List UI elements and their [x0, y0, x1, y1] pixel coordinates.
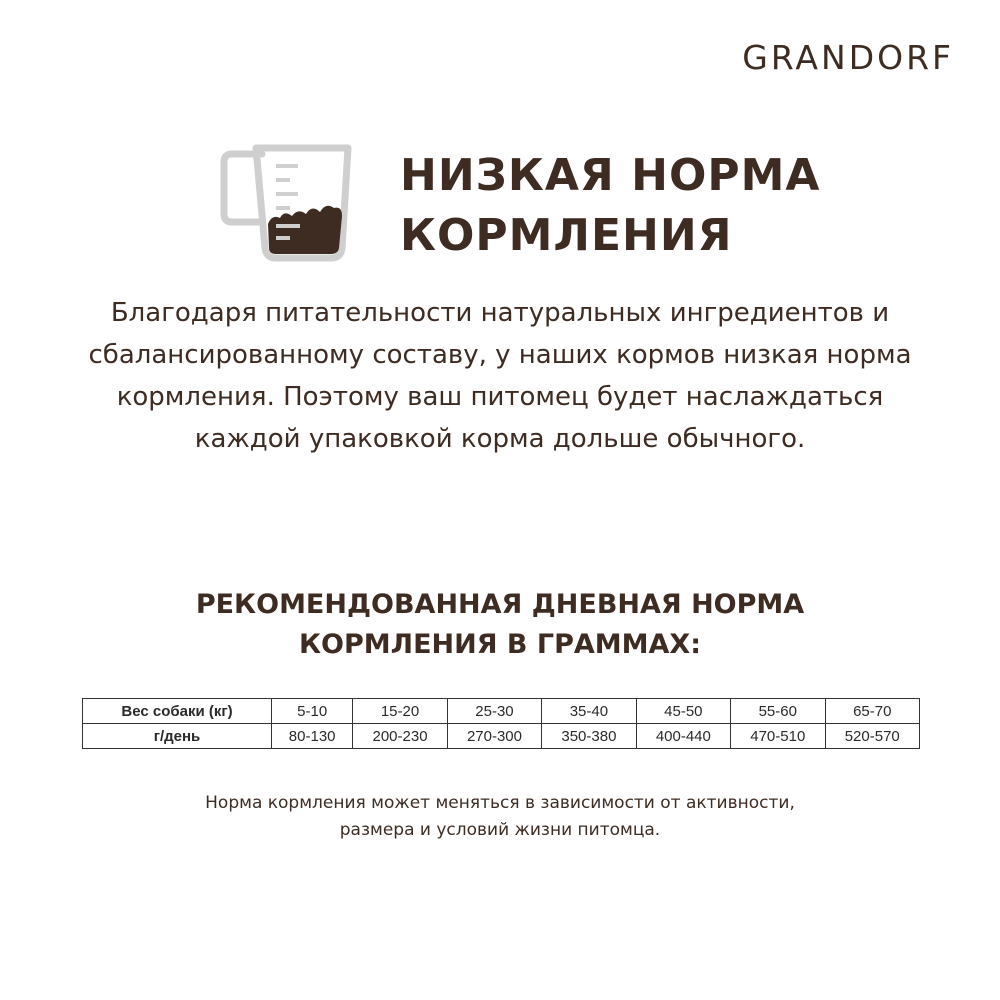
intro-line: каждой упаковкой корма дольше обычного. — [194, 424, 806, 454]
table-cell: 15-20 — [353, 699, 447, 724]
measuring-cup-icon — [218, 142, 358, 267]
table-cell: 520-570 — [825, 724, 920, 749]
intro-paragraph — [60, 292, 940, 460]
table-cell: 80-130 — [272, 724, 353, 749]
brand-logo: GRANDORF — [742, 38, 954, 77]
table-row-grams — [83, 724, 920, 749]
table-cell: 65-70 — [825, 699, 920, 724]
page-title-line: КОРМЛЕНИЯ — [400, 210, 733, 261]
table-cell: 5-10 — [272, 699, 353, 724]
intro-line: Благодаря питательности натуральных ингредиентов и — [110, 298, 890, 328]
table-heading-line: КОРМЛЕНИЯ В ГРАММАХ: — [298, 629, 702, 660]
page-title — [400, 146, 960, 266]
footnote-line: размера и условий жизни питомца. — [339, 820, 661, 840]
footnote-line: Норма кормления может меняться в зависимости от активности, — [205, 793, 795, 813]
table-cell: 55-60 — [731, 699, 825, 724]
row-header: г/день — [83, 724, 272, 749]
table-heading-line: РЕКОМЕНДОВАННАЯ ДНЕВНАЯ НОРМА — [195, 589, 805, 620]
table-cell: 400-440 — [636, 724, 730, 749]
table-cell: 45-50 — [636, 699, 730, 724]
table-cell: 350-380 — [542, 724, 636, 749]
intro-line: кормления. Поэтому ваш питомец будет наслаждаться — [116, 382, 884, 412]
table-cell: 470-510 — [731, 724, 825, 749]
table-cell: 270-300 — [447, 724, 541, 749]
table-heading — [60, 585, 940, 665]
page-title-line: НИЗКАЯ НОРМА — [400, 150, 821, 201]
feeding-table — [82, 698, 920, 749]
table-cell: 200-230 — [353, 724, 447, 749]
table-cell: 25-30 — [447, 699, 541, 724]
table-row-weight — [83, 699, 920, 724]
intro-line: сбалансированному составу, у наших кормов низкая норма — [88, 340, 912, 370]
footnote — [100, 790, 900, 844]
row-header: Вес собаки (кг) — [83, 699, 272, 724]
table-cell: 35-40 — [542, 699, 636, 724]
